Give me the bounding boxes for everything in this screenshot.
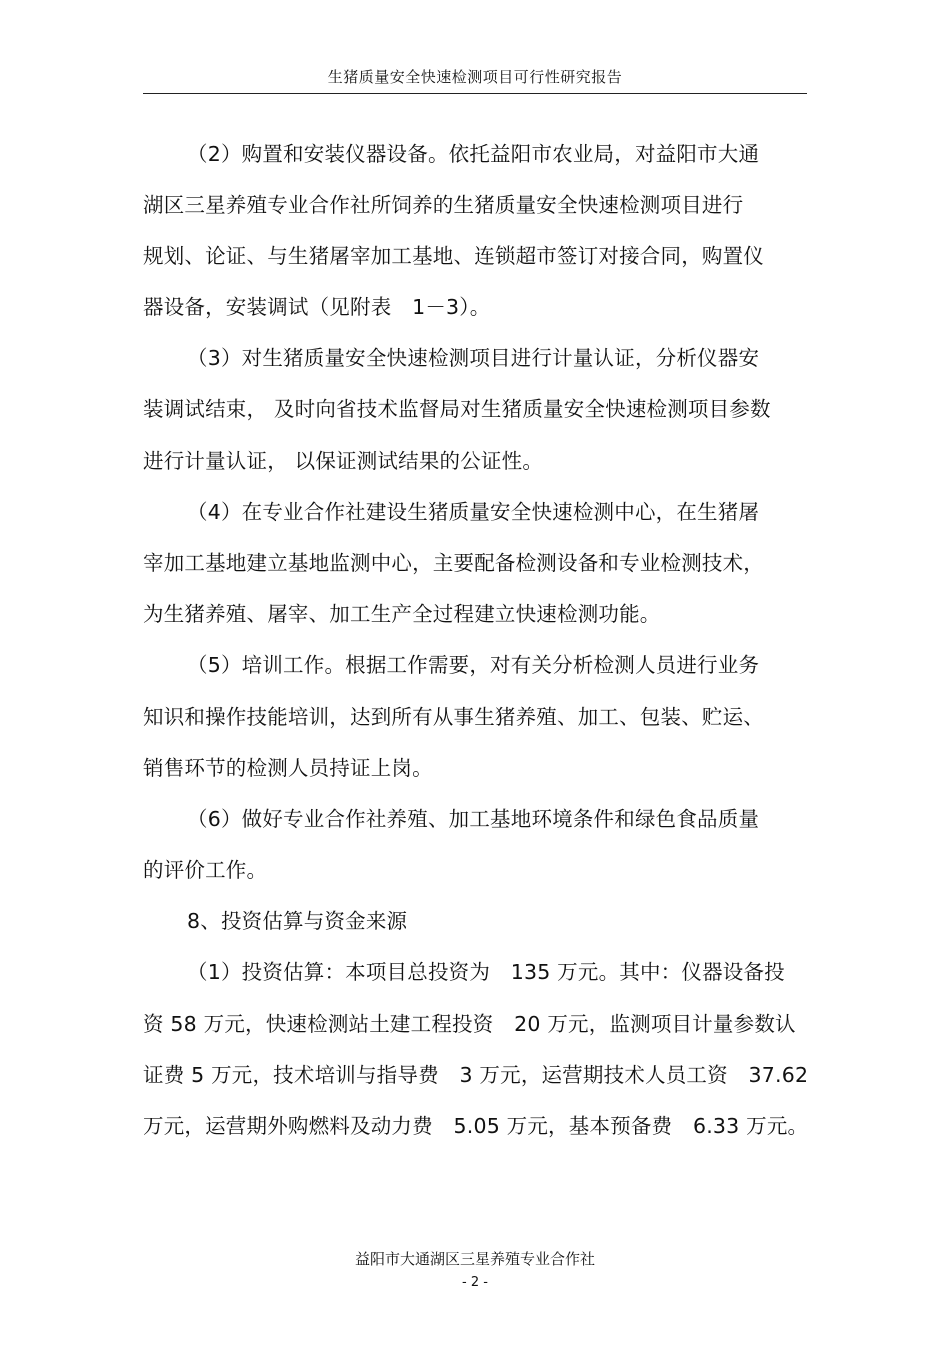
paragraph-line: 器设备，安装调试（见附表 1－3）。 — [143, 295, 491, 319]
paragraph-line: 进行计量认证， 以保证测试结果的公证性。 — [143, 449, 544, 473]
paragraph-line: 装调试结束， 及时向省技术监督局对生猪质量安全快速检测项目参数 — [143, 397, 771, 421]
page-number: - 2 - — [462, 1275, 488, 1290]
paragraph-line: 知识和操作技能培训，达到所有从事生猪养殖、加工、包装、贮运、 — [143, 705, 764, 729]
paragraph-line: 资 58 万元，快速检测站土建工程投资 20 万元，监测项目计量参数认 — [143, 1012, 796, 1036]
paragraph-line: 宰加工基地建立基地监测中心，主要配备检测设备和专业检测技术， — [143, 551, 764, 575]
paragraph-line: （4）在专业合作社建设生猪质量安全快速检测中心，在生猪屠 — [187, 500, 760, 524]
paragraph-line: （3）对生猪质量安全快速检测项目进行计量认证，分析仪器安 — [187, 346, 760, 370]
paragraph-line: 证费 5 万元，技术培训与指导费 3 万元，运营期技术人员工资 37.62 — [143, 1063, 809, 1087]
paragraph-line: （5）培训工作。根据工作需要，对有关分析检测人员进行业务 — [187, 653, 760, 677]
header-rule — [143, 93, 807, 94]
paragraph-line: （6）做好专业合作社养殖、加工基地环境条件和绿色食品质量 — [187, 807, 760, 831]
paragraph-line: 湖区三星养殖专业合作社所饲养的生猪质量安全快速检测项目进行 — [143, 193, 744, 217]
paragraph-line: （1）投资估算：本项目总投资为 135 万元。其中：仪器设备投 — [187, 960, 785, 984]
paragraph-line: 销售环节的检测人员持证上岗。 — [143, 756, 433, 780]
section-heading: 8、投资估算与资金来源 — [187, 909, 408, 933]
paragraph-line: （2）购置和安装仪器设备。依托益阳市农业局，对益阳市大通 — [187, 142, 760, 166]
footer-organization: 益阳市大通湖区三星养殖专业合作社 — [354, 1250, 595, 1268]
paragraph-line: 的评价工作。 — [143, 858, 268, 882]
paragraph-line: 规划、论证、与生猪屠宰加工基地、连锁超市签订对接合同，购置仪 — [143, 244, 764, 268]
header-title: 生猪质量安全快速检测项目可行性研究报告 — [327, 68, 623, 86]
paragraph-line: 万元，运营期外购燃料及动力费 5.05 万元，基本预备费 6.33 万元。 — [143, 1114, 809, 1138]
paragraph-line: 为生猪养殖、屠宰、加工生产全过程建立快速检测功能。 — [143, 602, 661, 626]
